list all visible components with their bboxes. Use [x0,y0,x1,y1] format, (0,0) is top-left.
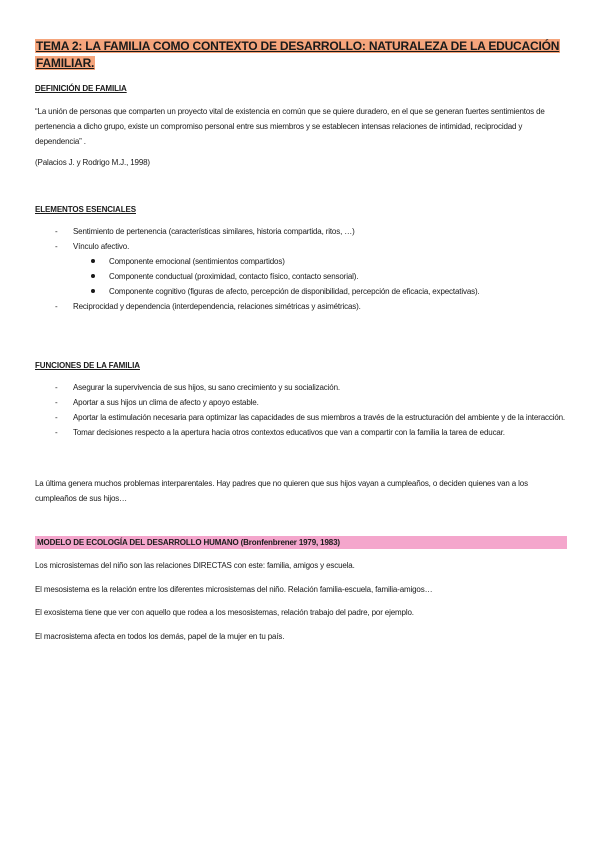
sublist-item-text: Componente conductual (proximidad, contacto físico, contacto sensorial). [109,272,359,281]
model-heading: MODELO DE ECOLOGÍA DEL DESARROLLO HUMANO (Bronfenbrener 1979, 1983) [37,538,340,547]
dash-bullet: - [55,302,58,311]
affective-bond-sublist [73,254,565,299]
dash-bullet: - [55,242,58,251]
list-item-text: Reciprocidad y dependencia (interdependencia, relaciones simétricas y asimétricas). [73,302,361,311]
dash-bullet: - [55,227,58,236]
list-item [35,239,565,299]
elements-heading: ELEMENTOS ESENCIALES [35,205,136,214]
sublist-item [73,254,565,269]
dash-bullet: - [55,413,58,422]
functions-list [35,380,565,440]
macrosystem-paragraph: El macrosistema afecta en todos los demás, papel de la mujer en tu país. [35,632,285,641]
bullet-dot-icon [91,259,95,263]
list-item-text: Aportar la estimulación necesaria para optimizar las capacidades de sus miembros a través de la estructuración del ambiente y de la interacción. [73,413,565,422]
list-item-text: Aportar a sus hijos un clima de afecto y apoyo estable. [73,398,259,407]
list-item [35,425,565,440]
bullet-dot-icon [91,289,95,293]
definition-citation: (Palacios J. y Rodrigo M.J., 1998) [35,158,150,167]
sublist-item [73,284,565,299]
title-highlight: TEMA 2: LA FAMILIA COMO CONTEXTO DE DESARROLLO: NATURALEZA DE LA EDUCACIÓN FAMILIAR. [36,39,560,70]
mesosystem-paragraph: El mesosistema es la relación entre los diferentes microsistemas del niño. Relación familia-escuela, familia-amigos… [35,585,433,594]
definition-heading: DEFINICIÓN DE FAMILIA [35,84,127,93]
dash-bullet: - [55,383,58,392]
list-item-text: Sentimiento de pertenencia (características similares, historia compartida, ritos, …) [73,227,355,236]
list-item [35,395,565,410]
microsystem-paragraph: Los microsistemas del niño son las relaciones DIRECTAS con este: familia, amigos y escuela. [35,561,355,570]
exosystem-paragraph: El exosistema tiene que ver con aquello que rodea a los mesosistemas, relación trabajo del padre, por ejemplo. [35,608,414,617]
list-item-text: Tomar decisiones respecto a la apertura hacia otros contextos educativos que van a compartir con la familia la tarea de educar. [73,428,505,437]
page-title [35,38,565,72]
elements-list [35,224,565,314]
dash-bullet: - [55,428,58,437]
sublist-item-text: Componente emocional (sentimientos compartidos) [109,257,285,266]
functions-heading: FUNCIONES DE LA FAMILIA [35,361,140,370]
list-item [35,410,565,425]
list-item [35,299,565,314]
functions-closing-note: La última genera muchos problemas interparentales. Hay padres que no quieren que sus hijos vayan a cumpleaños, o deciden quienes van a los cumpleaños de sus hijos… [35,479,528,503]
sublist-item [73,269,565,284]
list-item [35,380,565,395]
list-item-text: Vínculo afectivo. [73,242,130,251]
sublist-item-text: Componente cognitivo (figuras de afecto, percepción de disponibilidad, percepción de eficacia, expectativas). [109,287,480,296]
definition-quote: “La unión de personas que comparten un proyecto vital de existencia en común que se quiere duradero, en el que se generan fuertes sentimientos de pertenencia a dicho grupo, existe un compromiso personal entre sus miembros y se establecen intensas relaciones de intimidad, reciprocidad y dependencia” . [35,107,545,146]
list-item [35,224,565,239]
dash-bullet: - [55,398,58,407]
bullet-dot-icon [91,274,95,278]
list-item-text: Asegurar la supervivencia de sus hijos, su sano crecimiento y su socialización. [73,383,340,392]
